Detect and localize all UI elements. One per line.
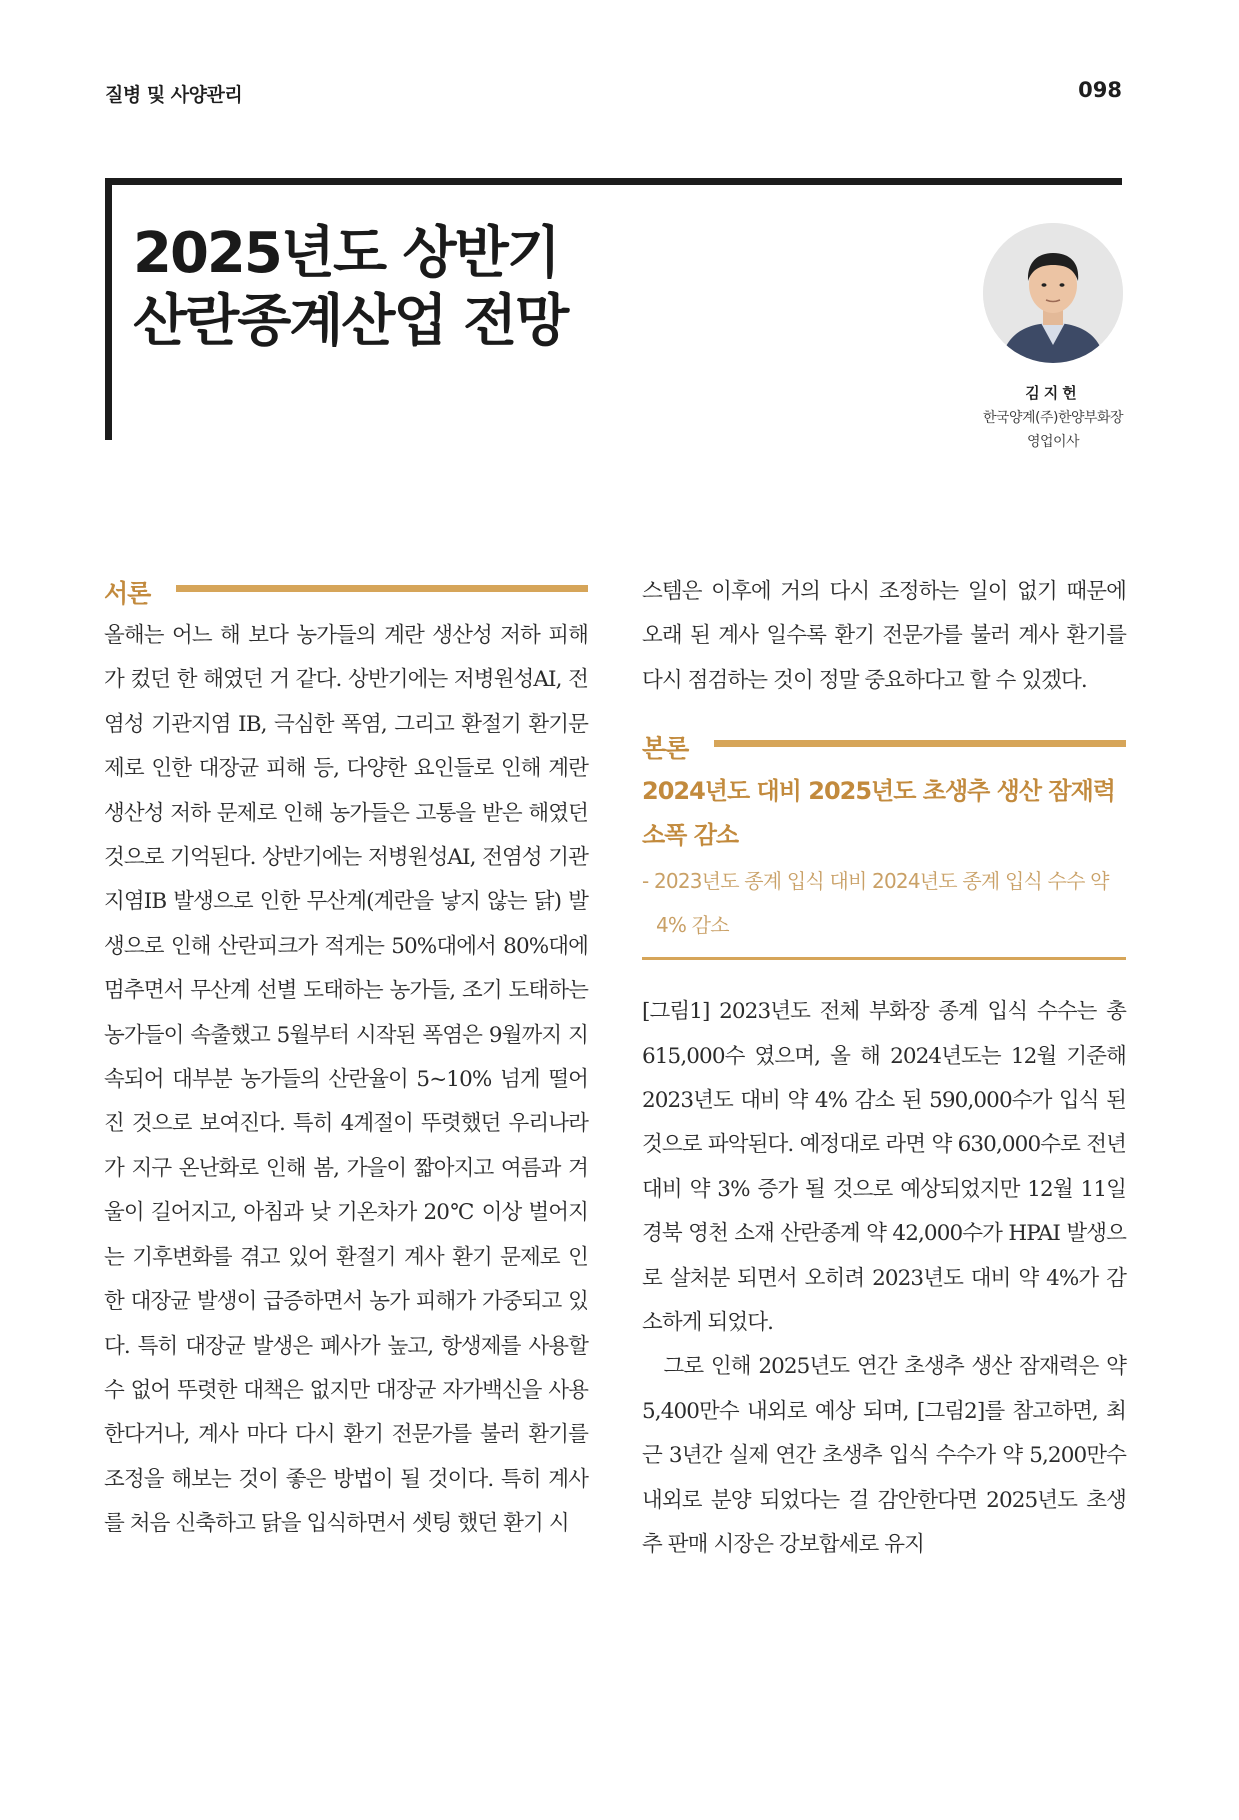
main-paragraph-1: [그림1] 2023년도 전체 부화장 종계 입식 수수는 총 615,000수 였으며, 올 해 2024년도는 12월 기준해 2023년도 대비 약 4% 감소 된 590,000수가 입식 된 것으로 파악된다. 예정대로 라면 약 630,000수로 전년 대비 약 3% 증가 될 것으로 예상되었지만 12월 11일 경북 영천 소재 산란종계 약 42,000수가 HPAI 발생으로 살처분 되면서 오히려 2023년도 대비 약 4%가 감소하게 되었다. bbox=[642, 999, 1126, 1336]
author-role: 영업이사 bbox=[1026, 434, 1080, 450]
intro-heading: 서론 bbox=[104, 579, 151, 608]
intro-continued-paragraph: 스템은 이후에 거의 다시 조정하는 일이 없기 때문에 오래 된 계사 일수록 환기 전문가를 불러 계사 환기를 다시 점검하는 것이 정말 중요하다고 할 수 있겠다. bbox=[642, 579, 1126, 693]
main-heading: 본론 bbox=[642, 734, 689, 764]
article-title bbox=[133, 220, 567, 356]
main-heading-rule bbox=[714, 740, 1126, 747]
author-photo bbox=[983, 223, 1123, 363]
intro-heading-rule bbox=[176, 585, 588, 592]
author-portrait-icon bbox=[983, 223, 1123, 363]
intro-heading-row bbox=[104, 570, 588, 614]
article-title-line-2: 산란종계산업 전망 bbox=[133, 289, 568, 354]
page-number: 098 bbox=[1078, 78, 1122, 102]
author-affiliation: 한국양계(주)한양부화장 bbox=[982, 410, 1124, 426]
main-sub-point: - 2023년도 종계 입식 대비 2024년도 종계 입식 수수 약 4% 감소 bbox=[642, 869, 1109, 938]
main-heading-row bbox=[642, 725, 1126, 769]
section-label: 질병 및 사양관리 bbox=[105, 84, 243, 106]
intro-paragraph: 올해는 어느 해 보다 농가들의 계란 생산성 저하 피해가 컸던 한 해였던 거 같다. 상반기에는 저병원성AI, 전염성 기관지염 IB, 극심한 폭염, 그리고 환절기 환기문제로 인한 대장균 피해 등, 다양한 요인들로 인해 계란 생산성 저하 문제로 인해 농가들은 고통을 받은 해였던 것으로 기억된다. 상반기에는 저병원성AI, 전염성 기관지염IB 발생으로 인한 무산계(계란을 낳지 않는 닭) 발생으로 인해 산란피크가 적게는 50%대에서 80%대에 멈추면서 무산계 선별 도태하는 농가들, 조기 도태하는 농가들이 속출했고 5월부터 시작된 폭염은 9월까지 지속되어 대부분 농가들의 산란율이 5~10% 넘게 떨어진 것으로 보여진다. 특히 4계절이 뚜렷했던 우리나라가 지구 온난화로 인해 봄, 가을이 짧아지고 여름과 겨울이 길어지고, 아침과 낮 기온차가 20℃ 이상 벌어지는 기후변화를 겪고 있어 환절기 계사 환기 문제로 인한 대장균 발생이 급증하면서 농가 피해가 가중되고 있다. 특히 대장균 발생은 폐사가 높고, 항생제를 사용할 수 없어 뚜렷한 대책은 없지만 대장균 자가백신을 사용한다거나, 계사 마다 다시 환기 전문가를 불러 환기를 조정을 해보는 것이 좋은 방법이 될 것이다. 특히 계사를 처음 신축하고 닭을 입식하면서 셋팅 했던 환기 시 bbox=[104, 623, 588, 1537]
title-top-rule bbox=[105, 178, 1122, 185]
title-left-rule bbox=[105, 178, 112, 440]
main-paragraph-2: 그로 인해 2025년도 연간 초생추 생산 잠재력은 약 5,400만수 내외로 예상 되며, [그림2]를 참고하면, 최근 3년간 실제 연간 초생추 입식 수수가 약 5,200만수 내외로 분양 되었다는 걸 감안한다면 2025년도 초생추 판매 시장은 강보합세로 유지 bbox=[642, 1354, 1126, 1558]
right-column bbox=[642, 570, 1126, 1568]
sub-heading-rule bbox=[642, 957, 1126, 960]
article-title-line-1: 2025년도 상반기 bbox=[133, 221, 559, 286]
main-sub-heading: 2024년도 대비 2025년도 초생추 생산 잠재력 소폭 감소 bbox=[642, 777, 1115, 850]
left-column bbox=[104, 570, 588, 1547]
author-name: 김지헌 bbox=[1025, 384, 1081, 402]
